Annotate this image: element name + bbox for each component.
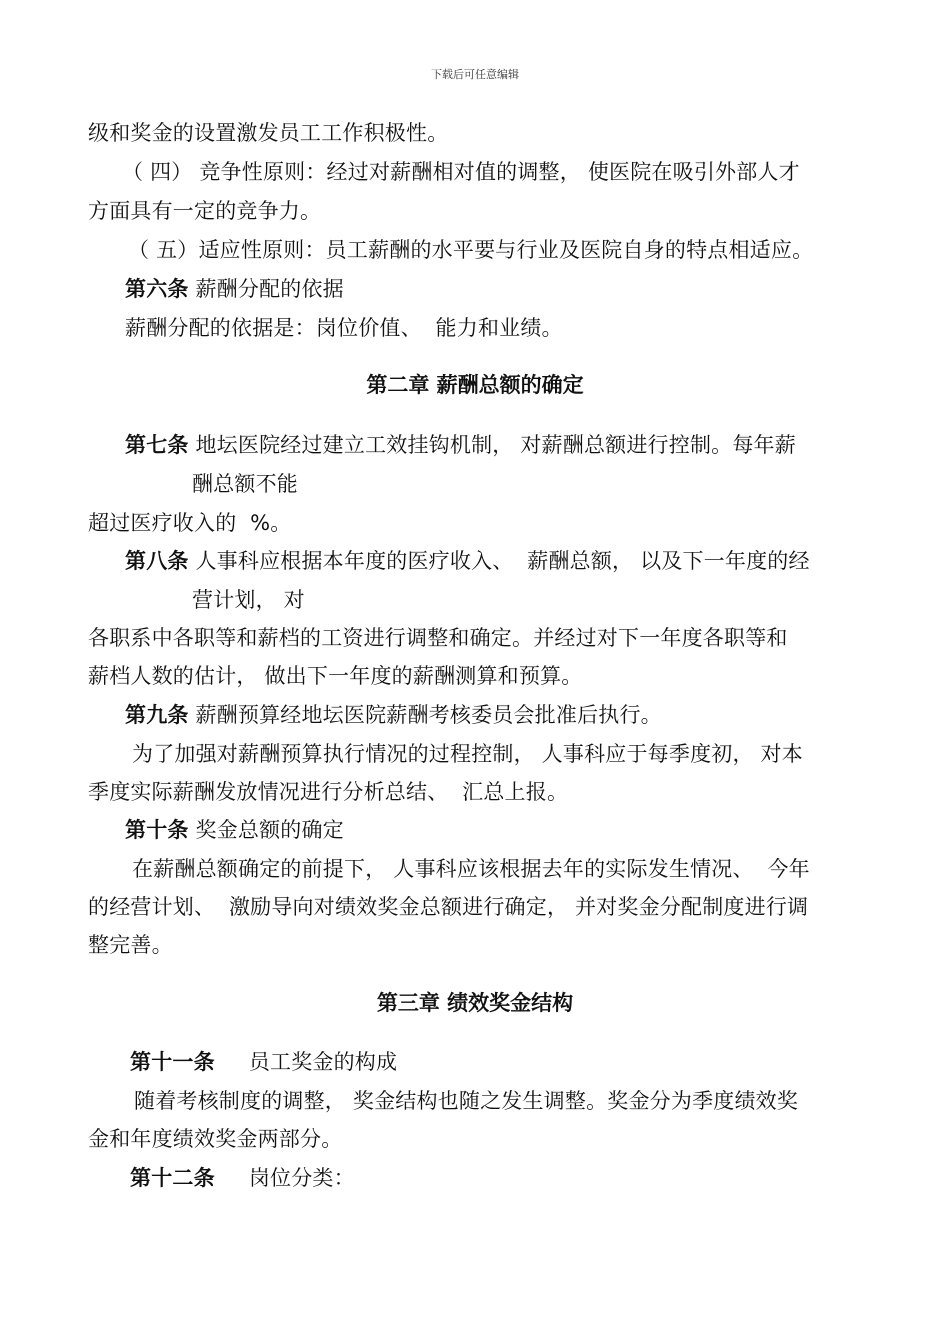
paragraph-line: 各职系中各职等和薪档的工资进行调整和确定。并经过对下一年度各职等和	[88, 626, 788, 650]
paragraph-line: 金和年度绩效奖金两部分。	[88, 1127, 343, 1151]
paragraph-line: 的经营计划、 激励导向对绩效奖金总额进行确定， 并对奖金分配制度进行调	[88, 895, 809, 919]
paragraph-line: 薪档人数的估计， 做出下一年度的薪酬测算和预算。	[88, 664, 583, 688]
article-8-line	[125, 546, 810, 576]
article-heading: 第八条	[125, 549, 189, 573]
paragraph-line: 酬总额不能	[192, 472, 298, 496]
article-7-line	[125, 430, 796, 460]
paragraph-line: 薪酬分配的依据是：岗位价值、 能力和业绩。	[125, 316, 563, 340]
article-heading: 第七条	[125, 433, 189, 457]
article-text: 人事科应根据本年度的医疗收入、 薪酬总额， 以及下一年度的经	[188, 549, 810, 573]
article-title: 薪酬分配的依据	[188, 277, 344, 301]
article-title: 奖金总额的确定	[188, 818, 344, 842]
paragraph-line: （ 五）适应性原则：员工薪酬的水平要与行业及医院自身的特点相适应。	[128, 238, 814, 262]
article-heading: 第十一条	[130, 1050, 215, 1074]
article-6-line	[125, 274, 344, 304]
paragraph-line: 整完善。	[88, 933, 173, 957]
paragraph-line: 营计划， 对	[192, 588, 305, 612]
article-text: 地坛医院经过建立工效挂钩机制， 对薪酬总额进行控制。每年薪	[188, 433, 796, 457]
article-heading: 第十条	[125, 818, 189, 842]
article-9-line	[125, 700, 662, 730]
paragraph-line: 随着考核制度的调整， 奖金结构也随之发生调整。奖金分为季度绩效奖	[134, 1089, 799, 1113]
article-title: 岗位分类：	[248, 1166, 355, 1190]
article-heading: 第六条	[125, 277, 189, 301]
paragraph-line: 方面具有一定的竞争力。	[88, 199, 322, 223]
paragraph-line: 超过医疗收入的 %。	[88, 511, 292, 535]
chapter-title: 第二章 薪酬总额的确定	[366, 373, 584, 397]
article-title: 员工奖金的构成	[248, 1050, 398, 1074]
chapter-title: 第三章 绩效奖金结构	[376, 991, 574, 1015]
paragraph-line: 在薪酬总额确定的前提下， 人事科应该根据去年的实际发生情况、 今年	[132, 857, 810, 881]
article-heading: 第十二条	[130, 1166, 215, 1190]
paragraph-line: 季度实际薪酬发放情况进行分析总结、 汇总上报。	[88, 780, 569, 804]
article-title: 薪酬预算经地坛医院薪酬考核委员会批准后执行。	[188, 703, 662, 727]
article-heading: 第九条	[125, 703, 189, 727]
paragraph-line: 为了加强对薪酬预算执行情况的过程控制， 人事科应于每季度初， 对本	[132, 742, 803, 766]
paragraph-line: （ 四） 竞争性原则：经过对薪酬相对值的调整， 使医院在吸引外部人才	[122, 160, 800, 184]
article-12-line	[130, 1163, 355, 1193]
article-10-line	[125, 815, 344, 845]
article-11-line	[130, 1047, 397, 1077]
page-header: 下载后可任意编辑	[431, 68, 519, 81]
paragraph-line: 级和奖金的设置激发员工工作积极性。	[88, 121, 449, 145]
